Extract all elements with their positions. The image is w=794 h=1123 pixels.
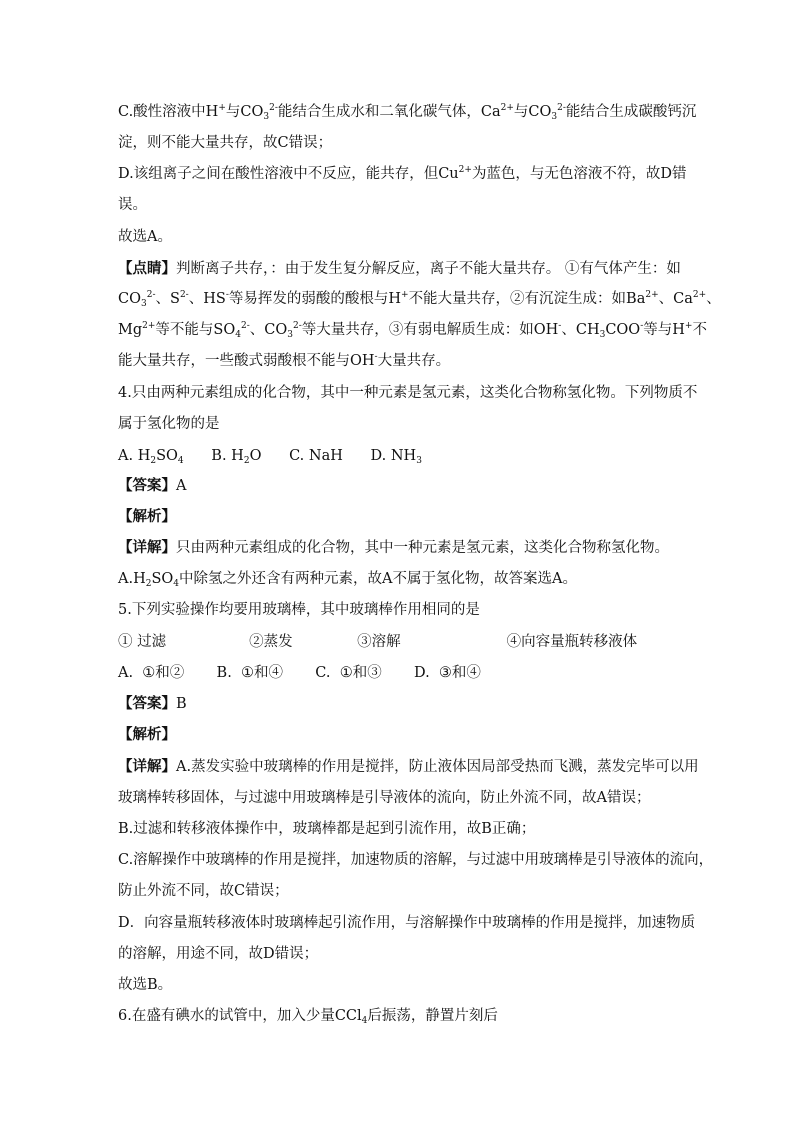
text-line: 误。 <box>118 197 147 213</box>
analysis-label: 【解析】 <box>118 726 176 743</box>
question-4-stem: 4.只由两种元素组成的化合物，其中一种元素是氢元素，这类化合物称氢化物。下列物质不 <box>118 385 698 401</box>
question-5-stem: 5.下列实验操作均要用玻璃棒，其中玻璃棒作用相同的是 <box>118 602 480 618</box>
explanation-line: 故选B。 <box>118 977 173 993</box>
explanation-line: 玻璃棒转移固体，与过滤中用玻璃棒是引导液体的流向，防止外流不同，故A错误； <box>118 790 651 806</box>
text-line: C.酸性溶液中H+与$CO_3^{2-}$能结合生成水和二氧化碳气体，$Ca^{2+}$与$CO_3^{2-}$能结合生成碳酸钙沉 <box>118 103 697 122</box>
explanation-line: $A.H_2SO_4$中除氢之外还含有两种元素，故A不属于氢化物，故答案选A。 <box>118 571 577 589</box>
explanation-line: D．向容量瓶转移液体时玻璃棒起引流作用，与溶解操作中玻璃棒的作用是搅拌，加速物质 <box>118 915 696 931</box>
text-line: 能大量共存，一些酸式弱酸根不能与OH-大量共存。 <box>118 352 451 369</box>
answer-label: 【答案】A <box>118 477 187 494</box>
explanation-line: 防止外流不同，故C错误； <box>118 883 289 899</box>
analysis-label: 【解析】 <box>118 508 176 525</box>
explanation-line: B.过滤和转移液体操作中，玻璃棒都是起到引流作用，故B正确； <box>118 821 536 837</box>
text-line: $CO_3^{2-}$、$S^{2-}$、HS-等易挥发的弱酸的酸根与H+不能大量共存，②有沉淀生成：如$Ba^{2+}$、$Ca^{2+}$、 <box>118 290 721 309</box>
explanation-line: 【详解】只由两种元素组成的化合物，其中一种元素是氢元素，这类化合物称氢化物。 <box>118 539 669 556</box>
text-line: $Mg^{2+}$等不能与$SO_4^{2-}$、$CO_3^{2-}$等大量共存，③有弱电解质生成：如OH-、$CH_3COO^-$等与H+不 <box>118 321 707 340</box>
text-line: 【点睛】判断离子共存，：由于发生复分解反应，离子不能大量共存。 ①有气体产生：如 <box>118 260 681 277</box>
text-line: D.该组离子之间在酸性溶液中不反应，能共存，但$Cu^{2+}$为蓝色，与无色溶液不符，故D错 <box>118 165 687 182</box>
question-4-stem: 属于氢化物的是 <box>118 416 220 432</box>
question-5-items: ① 过滤 ②蒸发 ③溶解 ④向容量瓶转移液体 <box>118 634 638 650</box>
question-6-stem: 6.在盛有碘水的试管中，加入少量CCl$_4$后振荡，静置片刻后 <box>118 1008 498 1026</box>
text-line: 故选A。 <box>118 229 172 245</box>
question-4-options: A. $H_2SO_4$ B. $H_2O$ C. NaH D. $NH_3$ <box>118 448 422 466</box>
explanation-line: 的溶解，用途不同，故D错误； <box>118 946 319 962</box>
explanation-line: C.溶解操作中玻璃棒的作用是搅拌，加速物质的溶解，与过滤中用玻璃棒是引导液体的流向， <box>118 852 714 868</box>
explanation-line: 【详解】A.蒸发实验中玻璃棒的作用是搅拌，防止液体因局部受热而飞溅，蒸发完毕可以用 <box>118 758 699 775</box>
question-5-options: A. ①和② B. ①和④ C. ①和③ D. ③和④ <box>118 665 481 681</box>
answer-label: 【答案】B <box>118 695 187 712</box>
text-line: 淀，则不能大量共存，故C错误； <box>118 135 333 151</box>
